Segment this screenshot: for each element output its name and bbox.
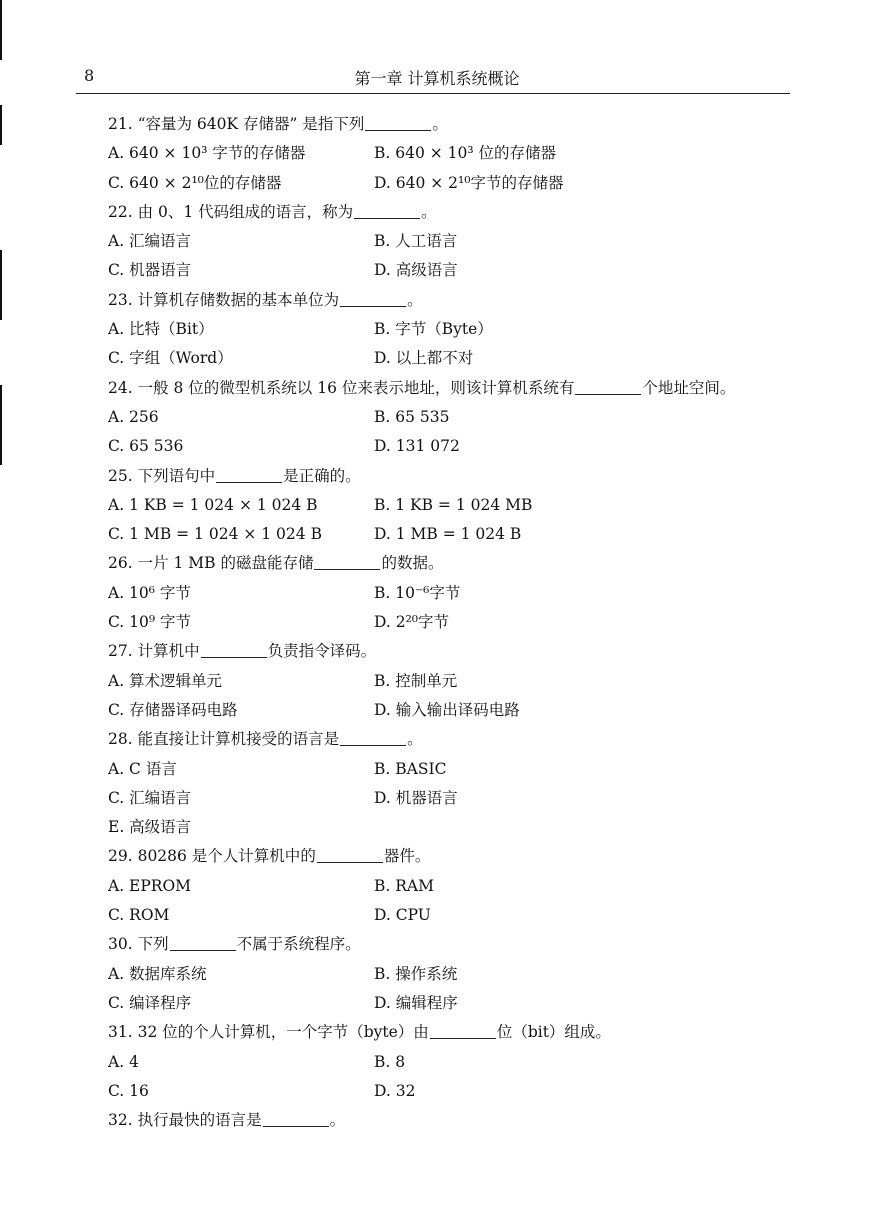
answer-option: D. 131 072	[374, 437, 460, 456]
question-text: 24. 一般 8 位的微型机系统以 16 位来表示地址，则该计算机系统有	[108, 378, 575, 397]
answer-option: D. 以上都不对	[374, 349, 474, 368]
question-text: 31. 32 位的个人计算机，一个字节（byte）由	[108, 1023, 429, 1042]
question-stem	[108, 374, 798, 403]
answer-option: E. 高级语言	[108, 818, 192, 837]
answer-blank	[317, 846, 383, 863]
answer-option: C. 10⁹ 字节	[108, 613, 192, 632]
answer-option: D. 2²⁰字节	[374, 613, 450, 632]
answer-blank	[575, 378, 641, 395]
question-text: 25. 下列语句中	[108, 466, 216, 485]
page-header	[84, 64, 790, 92]
question-stem	[108, 462, 798, 491]
answer-option: C. 汇编语言	[108, 788, 192, 807]
answer-blank	[430, 1022, 496, 1039]
answer-option: C. 640 × 2¹⁰位的存储器	[108, 173, 282, 192]
answer-option: B. 人工语言	[374, 232, 458, 251]
question-text-end: 。	[329, 1111, 346, 1130]
option-row	[108, 139, 798, 168]
question-stem	[108, 1018, 798, 1047]
answer-option: C. 存储器译码电路	[108, 700, 238, 719]
question-text: 27. 计算机中	[108, 642, 200, 661]
option-row	[108, 432, 798, 461]
answer-option: C. 1 MB = 1 024 × 1 024 B	[108, 525, 322, 544]
answer-option: B. 10⁻⁶字节	[374, 583, 461, 602]
option-row	[108, 491, 798, 520]
question-stem	[108, 930, 798, 959]
answer-option: A. EPROM	[108, 876, 192, 895]
option-row	[108, 1048, 798, 1077]
answer-blank	[263, 1110, 329, 1127]
option-row	[108, 989, 798, 1018]
answer-blank	[365, 114, 431, 131]
answer-option: C. 字组（Word）	[108, 349, 233, 368]
answer-option: B. 操作系统	[374, 964, 458, 983]
question-text-end: 个地址空间。	[642, 378, 736, 397]
question-text: 21. “容量为 640K 存储器” 是指下列	[108, 115, 365, 133]
option-row	[108, 315, 798, 344]
answer-blank	[340, 290, 406, 307]
option-row	[108, 344, 798, 373]
answer-option: C. ROM	[108, 906, 170, 925]
question-text-end: 器件。	[383, 847, 431, 866]
answer-option: C. 机器语言	[108, 261, 192, 280]
question-stem	[108, 286, 798, 315]
page-number: 8	[84, 66, 95, 85]
answer-option: A. 256	[108, 407, 159, 426]
answer-option: C. 65 536	[108, 437, 184, 456]
question-text-end: 位（bit）组成。	[496, 1023, 611, 1042]
question-stem	[108, 842, 798, 871]
question-text-end: 不属于系统程序。	[236, 935, 361, 954]
answer-option: D. 32	[374, 1081, 416, 1100]
question-stem	[108, 725, 798, 754]
answer-option: D. 机器语言	[374, 788, 458, 807]
question-stem	[108, 110, 798, 139]
option-row	[108, 696, 798, 725]
question-stem	[108, 198, 798, 227]
question-stem	[108, 1106, 798, 1135]
question-text: 22. 由 0、1 代码组成的语言，称为	[108, 202, 354, 221]
answer-option: C. 16	[108, 1081, 149, 1100]
option-row	[108, 227, 798, 256]
option-row	[108, 608, 798, 637]
answer-option: B. 1 KB = 1 024 MB	[374, 495, 533, 514]
answer-blank	[314, 553, 380, 570]
answer-option: A. 数据库系统	[108, 964, 207, 983]
question-stem	[108, 637, 798, 666]
option-row	[108, 901, 798, 930]
answer-option: A. 算术逻辑单元	[108, 671, 223, 690]
option-row	[108, 169, 798, 198]
scan-edge-mark	[0, 250, 2, 320]
option-row	[108, 755, 798, 784]
question-text-end: 的数据。	[381, 554, 444, 573]
option-row	[108, 960, 798, 989]
answer-option: B. 字节（Byte）	[374, 320, 493, 339]
scan-edge-mark	[0, 385, 2, 465]
question-text: 29. 80286 是个人计算机中的	[108, 847, 316, 866]
option-row	[108, 1077, 798, 1106]
answer-option: D. 1 MB = 1 024 B	[374, 525, 522, 544]
scan-edge-mark	[0, 0, 2, 60]
question-text-end: 。	[421, 202, 437, 221]
answer-blank	[354, 202, 420, 219]
option-row	[108, 872, 798, 901]
option-row	[108, 579, 798, 608]
question-text-end: 。	[432, 115, 448, 133]
question-text: 28. 能直接让计算机接受的语言是	[108, 730, 340, 749]
answer-option: B. RAM	[374, 876, 434, 895]
answer-option: A. 1 KB = 1 024 × 1 024 B	[108, 495, 318, 514]
header-rule	[76, 93, 790, 94]
scan-edge-mark	[0, 105, 2, 145]
answer-option: A. 10⁶ 字节	[108, 583, 191, 602]
question-text-end: 。	[407, 290, 423, 309]
answer-blank	[201, 641, 267, 658]
option-row	[108, 667, 798, 696]
answer-option: D. CPU	[374, 906, 431, 925]
question-stem	[108, 549, 798, 578]
question-text: 30. 下列	[108, 935, 169, 954]
option-row	[108, 256, 798, 285]
answer-option: B. 65 535	[374, 407, 450, 426]
option-row	[108, 403, 798, 432]
option-row	[108, 813, 798, 842]
answer-option: A. 640 × 10³ 字节的存储器	[108, 144, 306, 163]
answer-option: B. 控制单元	[374, 671, 458, 690]
question-text: 23. 计算机存储数据的基本单位为	[108, 290, 340, 309]
answer-option: B. BASIC	[374, 759, 447, 778]
answer-option: A. 比特（Bit）	[108, 320, 214, 339]
answer-option: A. 4	[108, 1052, 139, 1071]
question-text: 26. 一片 1 MB 的磁盘能存储	[108, 554, 314, 573]
question-text-end: 。	[407, 730, 423, 749]
question-text-end: 是正确的。	[283, 466, 361, 485]
answer-option: B. 8	[374, 1052, 406, 1071]
answer-option: B. 640 × 10³ 位的存储器	[374, 144, 557, 163]
answer-blank	[340, 729, 406, 746]
answer-blank	[170, 934, 236, 951]
question-text-end: 负责指令译码。	[267, 642, 377, 661]
answer-option: D. 编辑程序	[374, 993, 458, 1012]
answer-option: D. 高级语言	[374, 261, 458, 280]
option-row	[108, 520, 798, 549]
answer-option: D. 输入输出译码电路	[374, 700, 520, 719]
answer-option: A. C 语言	[108, 759, 177, 778]
option-row	[108, 784, 798, 813]
chapter-title: 第一章 计算机系统概论	[354, 69, 520, 88]
question-list	[108, 110, 798, 1135]
answer-blank	[216, 466, 282, 483]
answer-option: A. 汇编语言	[108, 232, 192, 251]
question-text: 32. 执行最快的语言是	[108, 1111, 262, 1130]
answer-option: C. 编译程序	[108, 993, 192, 1012]
answer-option: D. 640 × 2¹⁰字节的存储器	[374, 173, 564, 192]
